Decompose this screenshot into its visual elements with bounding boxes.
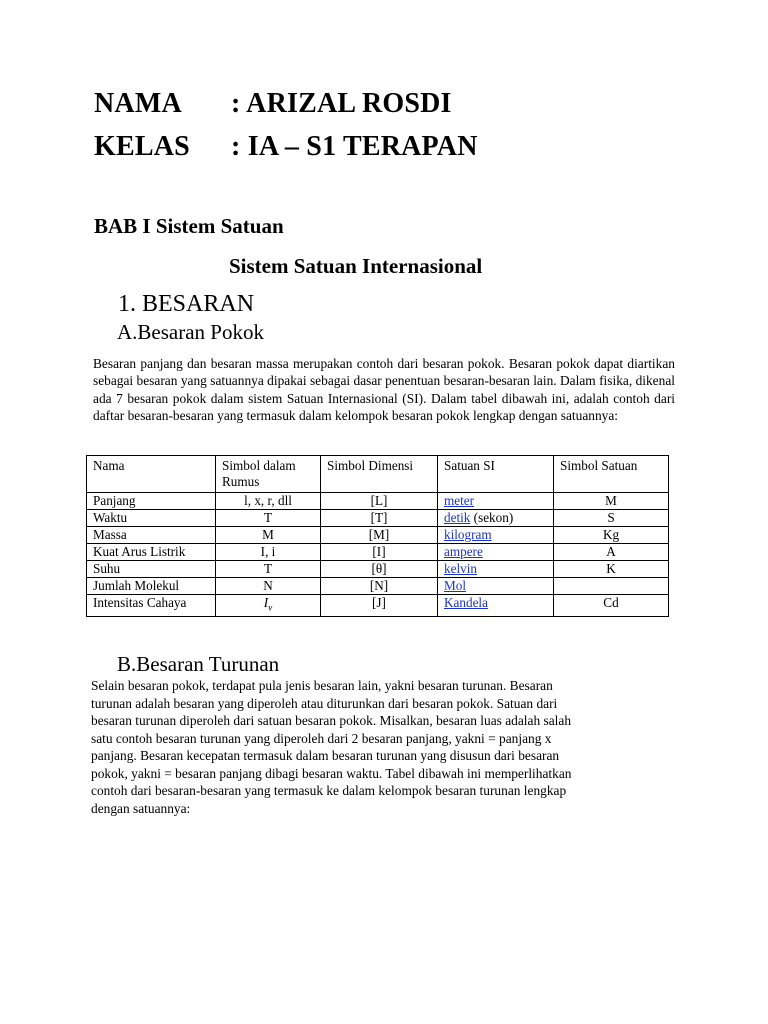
table-header-row <box>87 456 669 493</box>
table-row <box>87 527 669 544</box>
nama-label: NAMA <box>94 88 182 119</box>
cell-simbol-satuan: A <box>554 544 669 561</box>
cell-nama: Jumlah Molekul <box>87 578 216 595</box>
cell-nama: Suhu <box>87 561 216 578</box>
cell-simbol-rumus: T <box>216 561 321 578</box>
besaran-pokok-table <box>86 455 669 617</box>
paragraph-line: besaran turunan diperoleh dari satuan besaran pokok. Misalkan, besaran luas adalah salah <box>91 713 572 728</box>
cell-simbol-dimensi: [J] <box>321 595 438 617</box>
kelas-value: : IA – S1 TERAPAN <box>231 131 478 162</box>
cell-simbol-dimensi: [T] <box>321 510 438 527</box>
table-header-cell: Simbol dalam Rumus <box>216 456 321 493</box>
unit-note: (sekon) <box>470 510 514 525</box>
subheading-besaran-pokok: A.Besaran Pokok <box>117 320 264 344</box>
section-heading-besaran: 1. BESARAN <box>118 291 255 317</box>
cell-simbol-rumus <box>216 595 321 617</box>
table-row <box>87 561 669 578</box>
table-row <box>87 493 669 510</box>
unit-link-ampere[interactable]: ampere <box>444 544 483 559</box>
page-title: Sistem Satuan Internasional <box>229 254 483 278</box>
table-row <box>87 595 669 617</box>
paragraph-line: dengan satuannya: <box>91 800 191 816</box>
paragraph-line: contoh dari besaran-besaran yang termasuk ke dalam kelompok besaran turunan lengkap <box>91 783 567 798</box>
cell-simbol-rumus: l, x, r, dll <box>216 493 321 510</box>
cell-simbol-satuan: S <box>554 510 669 527</box>
cell-simbol-rumus: T <box>216 510 321 527</box>
paragraph-line: panjang. Besaran kecepatan termasuk dalam besaran turunan yang disusun dari besaran <box>91 748 560 763</box>
table-header-cell: Simbol Dimensi <box>321 456 438 493</box>
unit-link-kelvin[interactable]: kelvin <box>444 561 477 576</box>
paragraph-line: Selain besaran pokok, terdapat pula jenis besaran lain, yakni besaran turunan. Besaran <box>91 678 553 693</box>
cell-nama: Waktu <box>87 510 216 527</box>
table-row <box>87 544 669 561</box>
cell-satuan-si <box>438 595 554 617</box>
cell-simbol-rumus: M <box>216 527 321 544</box>
cell-simbol-dimensi: [M] <box>321 527 438 544</box>
cell-satuan-si <box>438 510 554 527</box>
cell-simbol-rumus: N <box>216 578 321 595</box>
cell-simbol-rumus: I, i <box>216 544 321 561</box>
cell-simbol-satuan: Cd <box>554 595 669 617</box>
table-row <box>87 510 669 527</box>
unit-link-mol[interactable]: Mol <box>444 578 466 593</box>
symbol-iv: $I_v$ <box>263 595 273 613</box>
cell-simbol-dimensi: [I] <box>321 544 438 561</box>
kelas-label: KELAS <box>94 131 190 162</box>
cell-simbol-satuan: M <box>554 493 669 510</box>
table-header-cell: Simbol Satuan <box>554 456 669 493</box>
cell-nama: Panjang <box>87 493 216 510</box>
table-header-cell: Nama <box>87 456 216 493</box>
paragraph-line: turunan adalah besaran yang diperoleh atau diturunkan dari besaran pokok. Satuan dari <box>91 695 558 711</box>
cell-satuan-si <box>438 544 554 561</box>
cell-satuan-si <box>438 527 554 544</box>
cell-satuan-si <box>438 493 554 510</box>
unit-link-kandela[interactable]: Kandela <box>444 595 488 610</box>
cell-simbol-dimensi: [θ] <box>321 561 438 578</box>
cell-nama: Intensitas Cahaya <box>87 595 216 617</box>
paragraph-besaran-pokok: Besaran panjang dan besaran massa merupakan contoh dari besaran pokok. Besaran pokok dapat diartikan sebagai besaran yang satuannya dipakai sebagai dasar penentuan besaran-besaran lain. Dalam fisika, dikenal ada 7 besaran pokok dalam sistem Satuan Internasional (SI). Dalam tabel dibawah ini, adalah contoh dari daftar besaran-besaran yang termasuk dalam kelompok besaran pokok lengkap dengan satuannya: <box>93 356 675 424</box>
subheading-besaran-turunan: B.Besaran Turunan <box>117 652 280 676</box>
chapter-heading: BAB I Sistem Satuan <box>94 214 284 238</box>
cell-satuan-si <box>438 578 554 595</box>
paragraph-line: satu contoh besaran turunan yang diperoleh dari 2 besaran panjang, yakni = panjang x <box>91 730 552 746</box>
cell-simbol-dimensi: [N] <box>321 578 438 595</box>
cell-simbol-satuan <box>554 578 669 595</box>
table-row <box>87 578 669 595</box>
table-header-cell: Satuan SI <box>438 456 554 493</box>
unit-link-kilogram[interactable]: kilogram <box>444 527 492 542</box>
cell-satuan-si <box>438 561 554 578</box>
nama-value: : ARIZAL ROSDI <box>231 88 452 119</box>
cell-simbol-dimensi: [L] <box>321 493 438 510</box>
paragraph-line: pokok, yakni = besaran panjang dibagi besaran waktu. Tabel dibawah ini memperlihatkan <box>91 765 572 781</box>
cell-simbol-satuan: Kg <box>554 527 669 544</box>
cell-simbol-satuan: K <box>554 561 669 578</box>
paragraph-besaran-turunan <box>91 677 681 817</box>
unit-link-meter[interactable]: meter <box>444 493 475 508</box>
cell-nama: Kuat Arus Listrik <box>87 544 216 561</box>
cell-nama: Massa <box>87 527 216 544</box>
unit-link-detik[interactable]: detik <box>444 510 471 525</box>
